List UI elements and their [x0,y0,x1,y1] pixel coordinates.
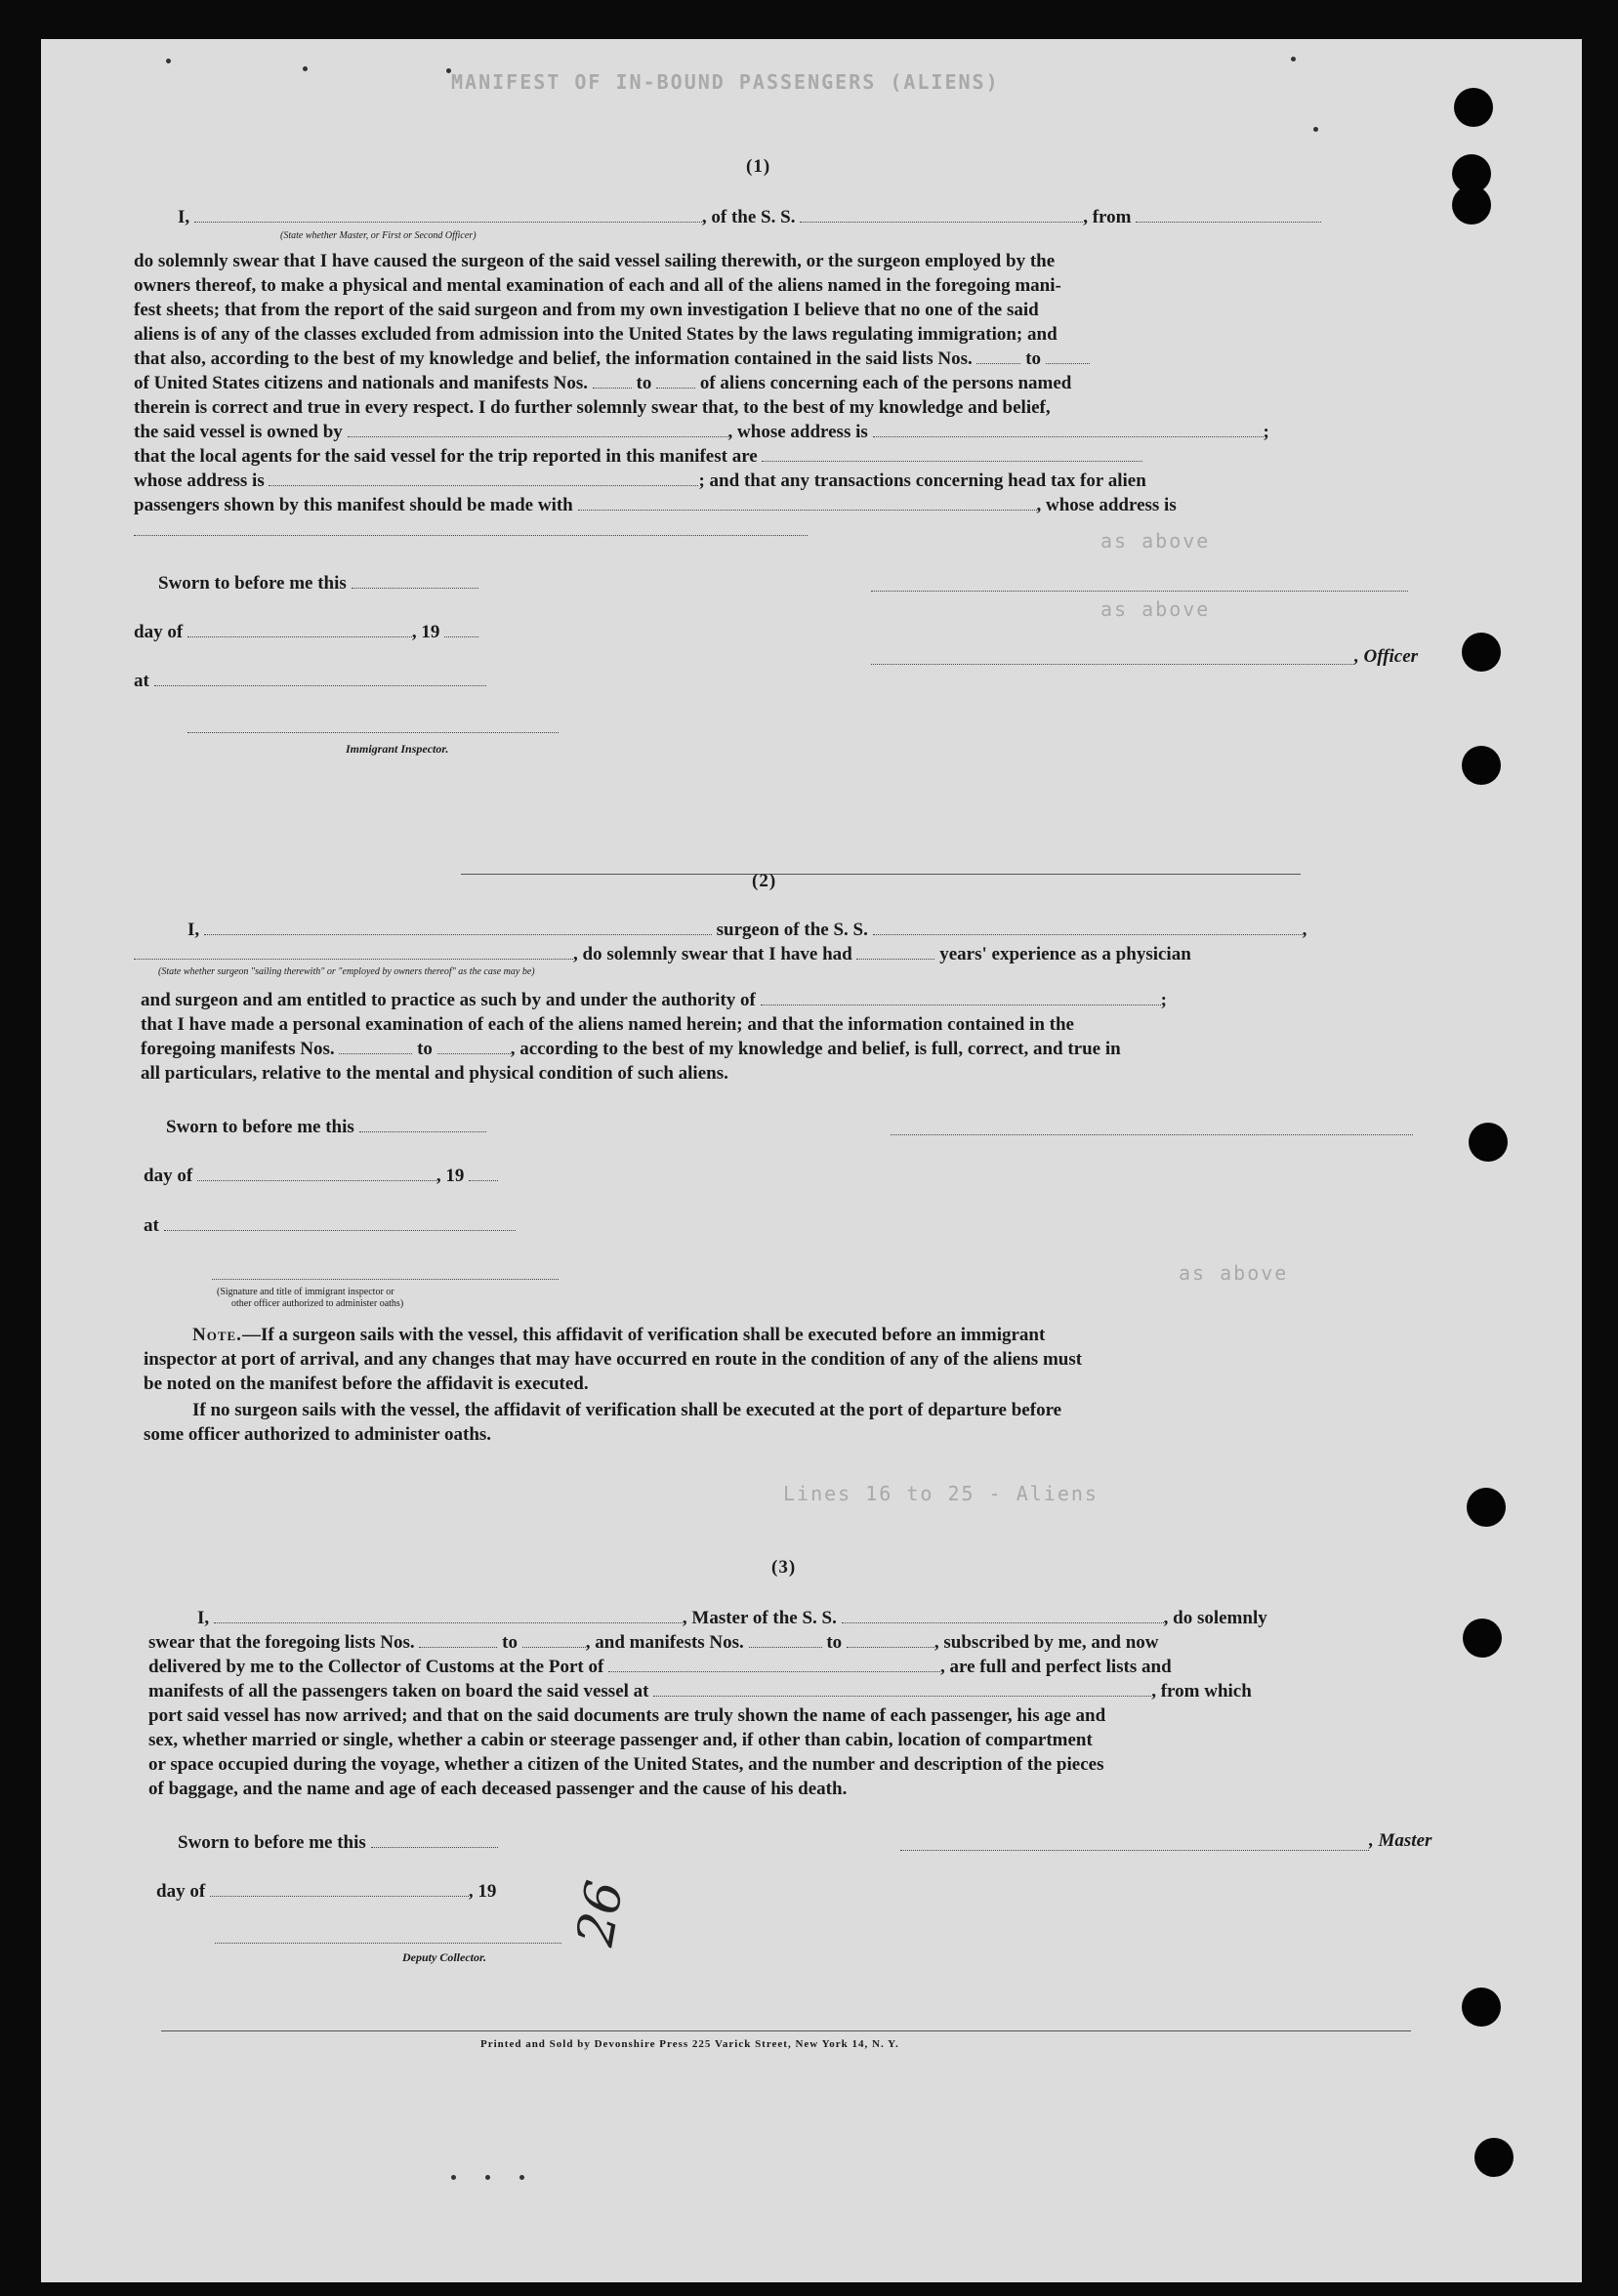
surgeon-name-field[interactable] [204,919,712,935]
at-line [134,669,486,693]
embark-port-field[interactable] [653,1680,1151,1697]
speck-icon [519,2175,524,2180]
text: , 19 [468,1881,497,1902]
note-line [192,1323,1045,1347]
master-label: , Master [1369,1830,1432,1851]
sworn-line [178,1830,498,1855]
speck-icon [1291,57,1296,62]
footer-rule [161,2030,1411,2031]
text: at [134,671,149,691]
inspector-label: Immigrant Inspector. [346,742,449,756]
text: passengers shown by this manifest should be made with [134,495,573,515]
collector-label: Deputy Collector. [402,1950,486,1964]
surgeon-vessel-field[interactable] [873,919,1303,935]
punch-hole-icon [1467,1488,1506,1527]
text: , are full and perfect lists and [940,1657,1172,1677]
text: at [144,1215,159,1236]
text: to [417,1039,433,1059]
day-line [134,620,478,644]
ghost-row: as above [1179,1261,1289,1285]
port-field[interactable] [608,1656,940,1672]
speck-icon [303,66,308,71]
text: to [826,1632,843,1653]
text: , from which [1151,1681,1252,1702]
sworn-line [166,1115,486,1139]
speck-icon [1313,127,1318,132]
note-line: some officer authorized to administer oaths. [144,1424,492,1445]
text: swear that the foregoing lists Nos. [148,1632,415,1653]
owner-field[interactable] [348,421,728,437]
day-field[interactable] [187,621,412,637]
text: —If a surgeon sails with the vessel, this affidavit of verification shall be executed before an immigrant [241,1325,1046,1345]
text: and surgeon and am entitled to practice as such by and under the authority of [141,990,756,1010]
day-line [144,1164,498,1188]
punch-hole-icon [1463,1619,1502,1658]
text: , whose address is [727,422,868,442]
body-line: that I have made a personal examination of each of the aliens named herein; and that the information contained in the [141,1014,1074,1035]
head-tax-field[interactable] [578,494,1037,511]
sworn-day-field[interactable] [352,572,478,589]
body-line: port said vessel has now arrived; and that on the said documents are truly shown the name of each passenger, his age and [148,1705,1106,1726]
section-1-number: (1) [746,156,771,177]
day-field[interactable] [197,1165,436,1181]
body-line [148,1630,1159,1655]
agents-address-field[interactable] [269,470,698,486]
body-line: of baggage, and the name and age of each deceased passenger and the cause of his death. [148,1779,848,1799]
text: I, [178,207,190,227]
text: , and manifests Nos. [585,1632,744,1653]
day-field[interactable] [210,1880,469,1897]
text: , do solemnly swear that I have had [573,944,852,964]
text: , whose address is [1036,495,1177,515]
manifest-to-field[interactable] [847,1631,934,1648]
list-from-field[interactable] [976,348,1020,364]
text: day of [156,1881,206,1902]
note-label: Note. [192,1325,242,1345]
text: Sworn to before me this [166,1117,354,1137]
officer-caption: (State whether Master, or First or Second Officer) [280,230,477,241]
master-signature-line[interactable] [900,1850,1369,1851]
surgeon-signature-line[interactable] [891,1134,1413,1135]
text: to [1025,348,1042,369]
text: , from [1083,207,1132,227]
officer-name-line[interactable] [871,664,1354,665]
section-3-line-1 [197,1606,1267,1630]
section-1-line-1 [178,205,1321,229]
speck-icon [166,59,171,63]
speck-icon [485,2175,490,2180]
printer-footer: Printed and Sold by Devonshire Press 225 Varick Street, New York 14, N. Y. [480,2038,899,2050]
text: that also, according to the best of my knowledge and belief, the information contained in the said lists Nos. [134,348,973,369]
text: surgeon of the S. S. [716,920,868,940]
text: day of [134,622,184,642]
collector-signature-line[interactable] [215,1943,561,1944]
manifest-from-field[interactable] [593,372,632,389]
text: , subscribed by me, and now [933,1632,1159,1653]
list-to-field[interactable] [1046,348,1090,364]
text: I, [187,920,200,940]
section-2-number: (2) [752,871,777,891]
ghost-row: as above [1100,597,1211,621]
body-line [141,1037,1121,1061]
ghost-header: MANIFEST OF IN-BOUND PASSENGERS (ALIENS) [451,70,1000,94]
body-line: all particulars, relative to the mental and physical condition of such aliens. [141,1063,728,1084]
section-2-line-1: I, surgeon of the S. S. , [187,920,1307,940]
body-line [148,1679,1252,1703]
section-3-number: (3) [771,1557,797,1578]
manifest-from-field[interactable] [749,1631,822,1648]
list-from-field[interactable] [419,1631,497,1648]
text: , do solemnly [1163,1608,1267,1628]
owner-address-field[interactable] [873,421,1264,437]
body-line: aliens is of any of the classes excluded from admission into the United States by the laws regulating immigration; and [134,324,1058,345]
sworn-day-field[interactable] [371,1831,498,1848]
body-line: sex, whether married or single, whether a cabin or steerage passenger and, if other than cabin, location of compartment [148,1730,1093,1750]
signature-caption: (Signature and title of immigrant inspector or [217,1287,394,1297]
document-page [41,39,1582,2282]
day-line [156,1879,496,1904]
text: years' experience as a physician [939,944,1191,964]
body-line [134,493,1177,517]
speck-icon [451,2175,456,2180]
body-line: the said vessel is owned by , whose address is ; [134,422,1269,442]
at-line [144,1213,516,1238]
body-line: therein is correct and true in every respect. I do further solemnly swear that, to the best of my knowledge and belief, [134,397,1051,418]
section-divider [461,874,1301,875]
text: that the local agents for the said vessel for the trip reported in this manifest are [134,446,758,467]
text: day of [144,1166,193,1186]
note-line: inspector at port of arrival, and any changes that may have occurred en route in the condition of any of the aliens must [144,1349,1083,1370]
text: foregoing manifests Nos. [141,1039,335,1059]
punch-hole-icon [1454,88,1493,127]
manifest-to-field[interactable] [437,1038,511,1054]
text: the said vessel is owned by [134,422,343,442]
name-field[interactable] [194,206,702,223]
manifest-from-field[interactable] [339,1038,412,1054]
text: to [502,1632,518,1653]
officer-label: , Officer [1354,646,1419,667]
punch-hole-icon [1452,185,1491,225]
text: whose address is [134,471,265,491]
signature-caption: other officer authorized to administer oaths) [231,1298,404,1309]
head-tax-address-line [134,535,808,536]
text: I, [197,1608,210,1628]
text: Sworn to before me this [158,573,347,594]
body-line [134,444,1142,469]
body-line: fest sheets; that from the report of the said surgeon and from my own investigation I believe that no one of the said [134,300,1039,320]
text: of aliens concerning each of the persons named [699,373,1072,393]
body-line: and surgeon and am entitled to practice as such by and under the authority of ; [141,990,1167,1010]
section-2-line-2 [134,942,1191,966]
master-name-field[interactable] [214,1607,683,1623]
from-field[interactable] [1136,206,1321,223]
punch-hole-icon [1462,746,1501,785]
inspector-signature-line[interactable] [212,1279,559,1280]
body-line [134,347,1090,371]
text: , Master of the S. S. [682,1608,837,1628]
text: manifests of all the passengers taken on board the said vessel at [148,1681,649,1702]
body-line [134,469,1146,493]
speck-icon [446,68,451,73]
year-field[interactable] [444,621,478,637]
sworn-day-field[interactable] [359,1116,486,1132]
ghost-row: Lines 16 to 25 - Aliens [783,1482,1099,1505]
list-to-field[interactable] [522,1631,586,1648]
years-field[interactable] [856,943,934,960]
place-field[interactable] [164,1214,516,1231]
punch-hole-icon [1462,633,1501,672]
body-line: do solemnly swear that I have caused the surgeon of the said vessel sailing therewith, or the surgeon employed by the [134,251,1056,271]
vessel-field[interactable] [800,206,1083,223]
vessel-field[interactable] [842,1607,1164,1623]
body-line: owners thereof, to make a physical and mental examination of each and all of the aliens named in the foregoing mani- [134,275,1061,296]
punch-hole-icon [1474,2138,1514,2177]
place-field[interactable] [154,670,486,686]
text: , according to the best of my knowledge and belief, is full, correct, and true in [510,1039,1121,1059]
punch-hole-icon [1469,1123,1508,1162]
text: , of the S. S. [701,207,796,227]
text: to [636,373,652,393]
body-line [148,1655,1172,1679]
handwritten-mark: 26 [565,1876,636,1950]
text: of United States citizens and nationals and manifests Nos. [134,373,589,393]
year-field[interactable] [469,1165,498,1181]
text: , 19 [436,1166,465,1186]
note-line: If no surgeon sails with the vessel, the affidavit of verification shall be executed at the port of departure before [192,1400,1062,1420]
sworn-line [158,571,478,595]
agents-field[interactable] [762,445,1142,462]
inspector-signature-line[interactable] [187,732,559,733]
manifest-to-field[interactable] [656,372,695,389]
officer-signature-line[interactable] [871,591,1408,592]
text: ; and that any transactions concerning head tax for alien [698,471,1146,491]
surgeon-status-field[interactable] [134,943,573,960]
authority-field[interactable] [761,989,1161,1005]
punch-hole-icon [1462,1988,1501,2027]
text: delivered by me to the Collector of Customs at the Port of [148,1657,604,1677]
text: , 19 [411,622,440,642]
body-line: or space occupied during the voyage, whether a citizen of the United States, and the number and description of the pieces [148,1754,1104,1775]
surgeon-caption: (State whether surgeon "sailing therewith" or "employed by owners thereof" as the case may be) [158,966,535,977]
body-line [134,371,1071,395]
ghost-row: as above [1100,529,1211,553]
note-line: be noted on the manifest before the affidavit is executed. [144,1374,589,1394]
text: Sworn to before me this [178,1832,366,1853]
